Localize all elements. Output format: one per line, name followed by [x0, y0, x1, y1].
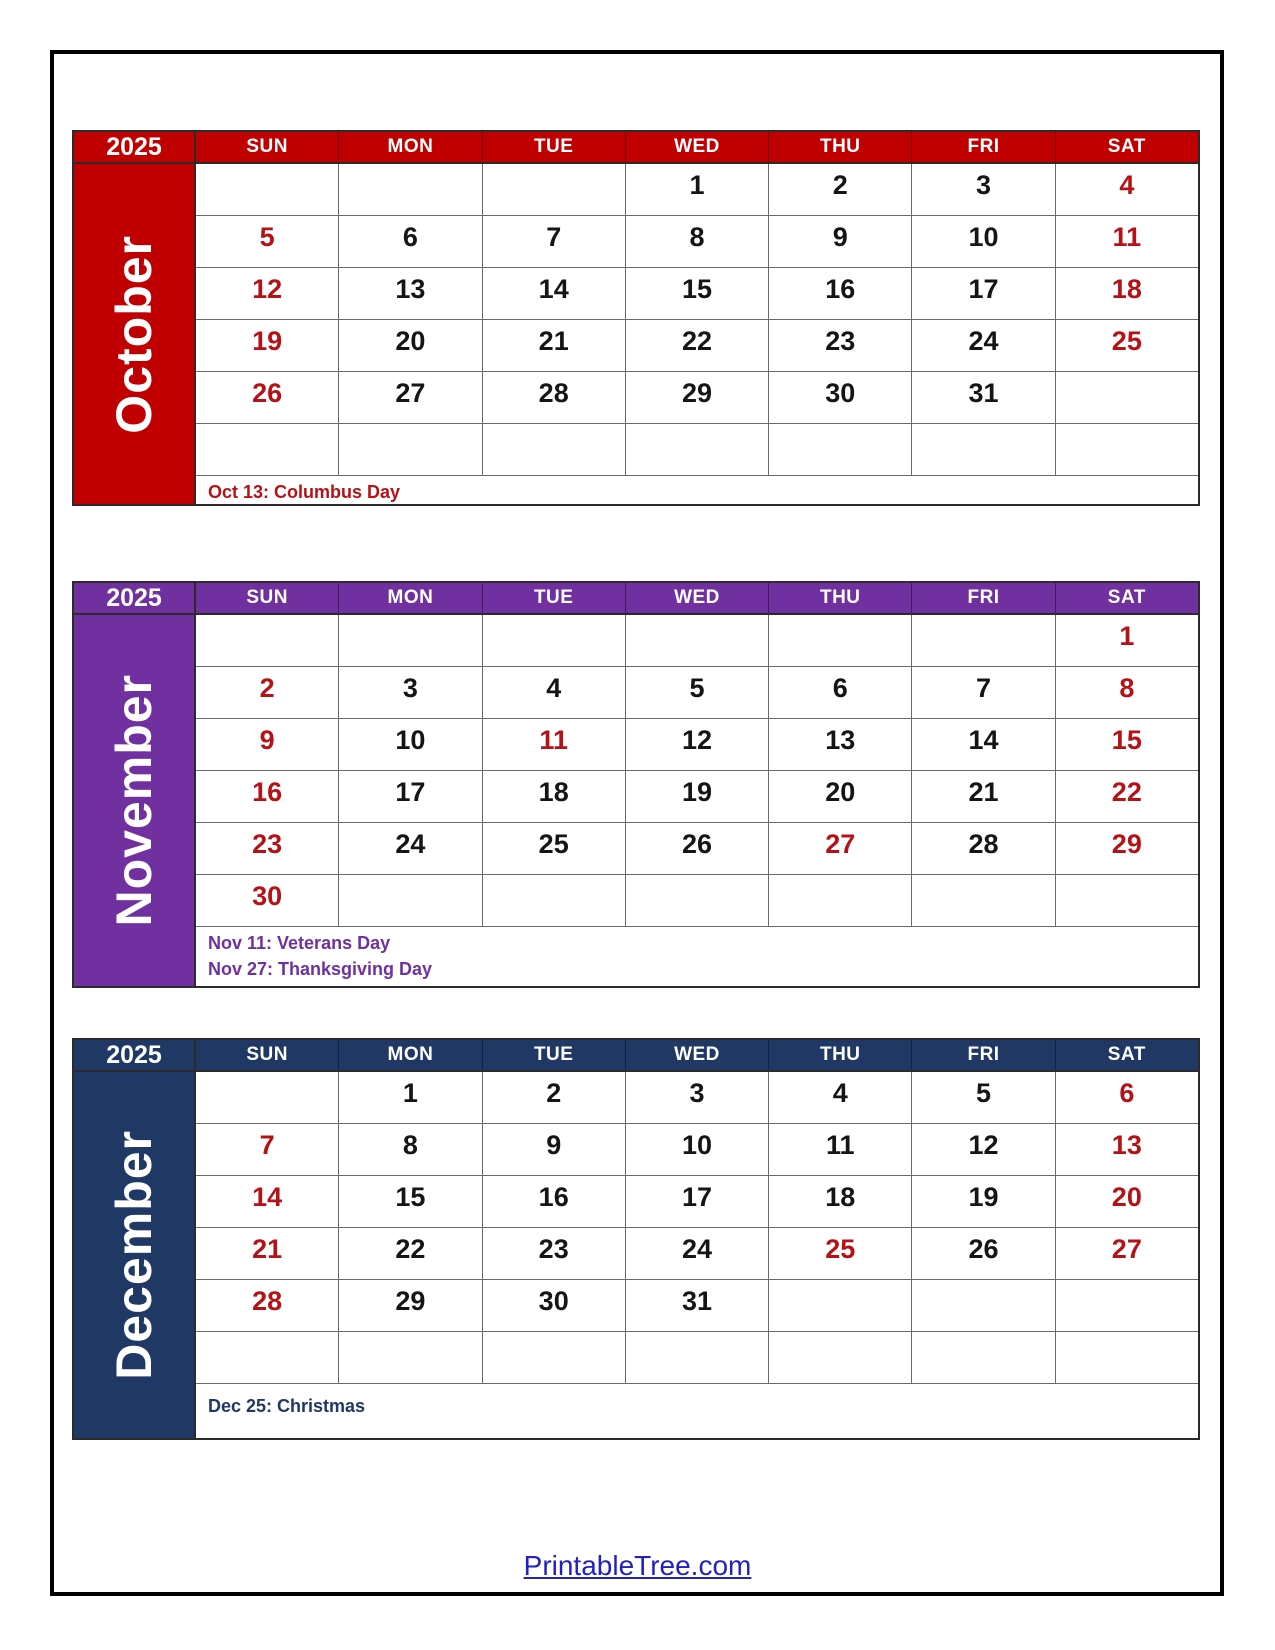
date-cell-november-7: 7 [912, 667, 1055, 718]
week-row [196, 372, 1198, 424]
week-row [196, 1072, 1198, 1124]
date-cell-october-10: 10 [912, 216, 1055, 267]
week-row [196, 1228, 1198, 1280]
date-cell-december-10: 10 [626, 1124, 769, 1175]
holiday-note-line: Dec 25: Christmas [208, 1396, 366, 1416]
date-cell-december-16: 16 [483, 1176, 626, 1227]
day-header-thu: THU [769, 132, 912, 162]
date-cell-october-12: 12 [196, 268, 339, 319]
day-header-tue: TUE [483, 132, 626, 162]
date-cell-november-9: 9 [196, 719, 339, 770]
holiday-note-line: Nov 27: Thanksgiving Day [208, 959, 433, 979]
holiday-note-october [196, 476, 1198, 505]
date-cell-november-11: 11 [483, 719, 626, 770]
date-cell-empty [339, 164, 482, 215]
month-band-november [74, 583, 196, 986]
date-cell-empty [769, 1332, 912, 1383]
holiday-note-line: Oct 13: Columbus Day [208, 482, 401, 502]
date-cell-november-24: 24 [339, 823, 482, 874]
holiday-note-november [196, 927, 1198, 986]
week-row [196, 667, 1198, 719]
calendar-november [72, 581, 1200, 988]
date-cell-december-3: 3 [626, 1072, 769, 1123]
week-row [196, 216, 1198, 268]
date-cell-empty [769, 424, 912, 475]
date-cell-november-27: 27 [769, 823, 912, 874]
date-cell-october-15: 15 [626, 268, 769, 319]
date-cell-empty [1056, 875, 1198, 926]
month-name-december [74, 1072, 194, 1438]
date-cell-october-6: 6 [339, 216, 482, 267]
date-cell-empty [912, 424, 1055, 475]
date-cell-november-8: 8 [1119, 673, 1135, 703]
date-cell-empty [196, 1332, 339, 1383]
day-header-row [196, 132, 1198, 164]
date-cell-october-19: 19 [196, 320, 339, 371]
date-cell-october-17: 17 [912, 268, 1055, 319]
day-header-wed: WED [626, 132, 769, 162]
date-cell-december-15: 15 [339, 1176, 482, 1227]
month-name-october [74, 164, 194, 504]
date-cell-october-2: 2 [769, 164, 912, 215]
date-cell-november-17: 17 [339, 771, 482, 822]
month-name-text: November [106, 674, 162, 927]
date-cell-november-1: 1 [1119, 621, 1135, 651]
date-cell-october-29: 29 [626, 372, 769, 423]
day-header-mon: MON [339, 132, 482, 162]
day-header-sun: SUN [196, 1040, 339, 1070]
date-cell-november-14: 14 [912, 719, 1055, 770]
date-cell-october-18: 18 [1111, 274, 1142, 304]
week-row [196, 615, 1198, 667]
date-cell-empty [196, 424, 339, 475]
week-row [196, 268, 1198, 320]
date-cell-october-20: 20 [339, 320, 482, 371]
date-cell-december-7: 7 [196, 1124, 339, 1175]
date-cell-empty [483, 164, 626, 215]
month-grid-october [196, 132, 1198, 504]
date-cell-october-9: 9 [769, 216, 912, 267]
day-header-wed: WED [626, 583, 769, 613]
date-cell-empty [483, 875, 626, 926]
date-cell-empty [1056, 424, 1198, 475]
week-row [196, 164, 1198, 216]
date-cell-empty [483, 1332, 626, 1383]
date-cell-empty [196, 1072, 339, 1123]
date-cell-december-25: 25 [769, 1228, 912, 1279]
day-header-sat: SAT [1107, 1044, 1146, 1065]
day-header-sat: SAT [1107, 587, 1146, 608]
date-cell-november-13: 13 [769, 719, 912, 770]
day-header-mon: MON [339, 1040, 482, 1070]
date-cell-december-9: 9 [483, 1124, 626, 1175]
date-cell-december-4: 4 [769, 1072, 912, 1123]
date-cell-october-31: 31 [912, 372, 1055, 423]
date-cell-november-29: 29 [1111, 829, 1142, 859]
month-name-text: December [106, 1130, 162, 1380]
date-cell-october-21: 21 [483, 320, 626, 371]
date-cell-december-24: 24 [626, 1228, 769, 1279]
date-cell-empty [769, 1280, 912, 1331]
week-row [196, 424, 1198, 476]
date-cell-empty [196, 615, 339, 666]
date-cell-november-21: 21 [912, 771, 1055, 822]
date-cell-december-23: 23 [483, 1228, 626, 1279]
date-cell-november-15: 15 [1111, 725, 1142, 755]
date-cell-december-27: 27 [1111, 1234, 1142, 1264]
date-cell-december-1: 1 [339, 1072, 482, 1123]
day-header-tue: TUE [483, 583, 626, 613]
date-cell-empty [912, 1332, 1055, 1383]
date-cell-empty [1056, 1280, 1198, 1331]
date-cell-empty [626, 875, 769, 926]
date-cell-december-2: 2 [483, 1072, 626, 1123]
day-header-row [196, 583, 1198, 615]
month-band-october [74, 132, 196, 504]
date-cell-october-22: 22 [626, 320, 769, 371]
day-header-tue: TUE [483, 1040, 626, 1070]
date-cell-december-26: 26 [912, 1228, 1055, 1279]
day-header-row [196, 1040, 1198, 1072]
date-cell-december-19: 19 [912, 1176, 1055, 1227]
day-header-fri: FRI [912, 1040, 1055, 1070]
year-label: 2025 [74, 132, 194, 164]
week-row [196, 1280, 1198, 1332]
date-cell-empty [483, 424, 626, 475]
date-cell-empty [912, 1280, 1055, 1331]
day-header-wed: WED [626, 1040, 769, 1070]
week-row [196, 823, 1198, 875]
month-band-december [74, 1040, 196, 1438]
date-cell-november-6: 6 [769, 667, 912, 718]
date-cell-november-4: 4 [483, 667, 626, 718]
date-cell-november-19: 19 [626, 771, 769, 822]
date-cell-october-1: 1 [626, 164, 769, 215]
date-cell-december-31: 31 [626, 1280, 769, 1331]
date-cell-november-23: 23 [196, 823, 339, 874]
date-cell-empty [769, 615, 912, 666]
date-cell-october-14: 14 [483, 268, 626, 319]
date-cell-october-26: 26 [196, 372, 339, 423]
date-cell-empty [196, 164, 339, 215]
day-header-thu: THU [769, 1040, 912, 1070]
week-row [196, 1332, 1198, 1384]
date-cell-november-12: 12 [626, 719, 769, 770]
date-cell-empty [1056, 372, 1198, 423]
date-cell-empty [626, 615, 769, 666]
date-cell-december-5: 5 [912, 1072, 1055, 1123]
date-cell-empty [339, 424, 482, 475]
date-cell-empty [769, 875, 912, 926]
date-cell-december-29: 29 [339, 1280, 482, 1331]
date-cell-empty [912, 615, 1055, 666]
date-cell-october-8: 8 [626, 216, 769, 267]
date-cell-october-11: 11 [1112, 222, 1142, 252]
date-cell-november-22: 22 [1111, 777, 1142, 807]
calendar-october [72, 130, 1200, 506]
year-label: 2025 [74, 583, 194, 615]
week-row [196, 719, 1198, 771]
date-cell-october-28: 28 [483, 372, 626, 423]
date-cell-november-26: 26 [626, 823, 769, 874]
day-header-thu: THU [769, 583, 912, 613]
holiday-note-line: Nov 11: Veterans Day [208, 933, 391, 953]
date-cell-november-10: 10 [339, 719, 482, 770]
date-cell-october-25: 25 [1111, 326, 1142, 356]
day-header-sun: SUN [196, 583, 339, 613]
date-cell-december-28: 28 [196, 1280, 339, 1331]
year-label: 2025 [74, 1040, 194, 1072]
holiday-note-december [196, 1384, 1198, 1438]
date-cell-november-30: 30 [196, 875, 339, 926]
date-cell-december-21: 21 [196, 1228, 339, 1279]
date-cell-empty [912, 875, 1055, 926]
date-cell-december-11: 11 [769, 1124, 912, 1175]
date-cell-november-18: 18 [483, 771, 626, 822]
date-cell-empty [483, 615, 626, 666]
date-cell-empty [339, 1332, 482, 1383]
day-header-sat: SAT [1107, 136, 1146, 157]
date-cell-october-23: 23 [769, 320, 912, 371]
date-cell-empty [626, 1332, 769, 1383]
date-cell-december-20: 20 [1111, 1182, 1142, 1212]
date-cell-december-22: 22 [339, 1228, 482, 1279]
month-grid-december [196, 1040, 1198, 1438]
day-header-fri: FRI [912, 583, 1055, 613]
date-cell-empty [339, 615, 482, 666]
date-cell-november-16: 16 [196, 771, 339, 822]
month-grid-november [196, 583, 1198, 986]
date-cell-november-2: 2 [196, 667, 339, 718]
day-header-fri: FRI [912, 132, 1055, 162]
date-cell-october-27: 27 [339, 372, 482, 423]
date-cell-december-8: 8 [339, 1124, 482, 1175]
date-cell-october-24: 24 [912, 320, 1055, 371]
month-name-text: October [106, 234, 162, 434]
day-header-sun: SUN [196, 132, 339, 162]
date-cell-december-17: 17 [626, 1176, 769, 1227]
date-cell-november-20: 20 [769, 771, 912, 822]
week-row [196, 875, 1198, 927]
date-cell-empty [626, 424, 769, 475]
date-cell-october-5: 5 [196, 216, 339, 267]
date-cell-empty [1056, 1332, 1198, 1383]
day-header-mon: MON [339, 583, 482, 613]
date-cell-november-28: 28 [912, 823, 1055, 874]
week-row [196, 1176, 1198, 1228]
date-cell-november-5: 5 [626, 667, 769, 718]
date-cell-december-12: 12 [912, 1124, 1055, 1175]
date-cell-december-18: 18 [769, 1176, 912, 1227]
date-cell-december-30: 30 [483, 1280, 626, 1331]
date-cell-october-30: 30 [769, 372, 912, 423]
date-cell-october-7: 7 [483, 216, 626, 267]
week-row [196, 771, 1198, 823]
date-cell-november-3: 3 [339, 667, 482, 718]
date-cell-october-3: 3 [912, 164, 1055, 215]
date-cell-november-25: 25 [483, 823, 626, 874]
week-row [196, 320, 1198, 372]
date-cell-october-13: 13 [339, 268, 482, 319]
date-cell-empty [339, 875, 482, 926]
footer-link[interactable]: PrintableTree.com [523, 1550, 752, 1581]
month-name-november [74, 615, 194, 986]
date-cell-december-14: 14 [196, 1176, 339, 1227]
calendar-december [72, 1038, 1200, 1440]
date-cell-october-4: 4 [1119, 170, 1135, 200]
date-cell-december-13: 13 [1111, 1130, 1142, 1160]
date-cell-december-6: 6 [1119, 1078, 1135, 1108]
date-cell-october-16: 16 [769, 268, 912, 319]
week-row [196, 1124, 1198, 1176]
